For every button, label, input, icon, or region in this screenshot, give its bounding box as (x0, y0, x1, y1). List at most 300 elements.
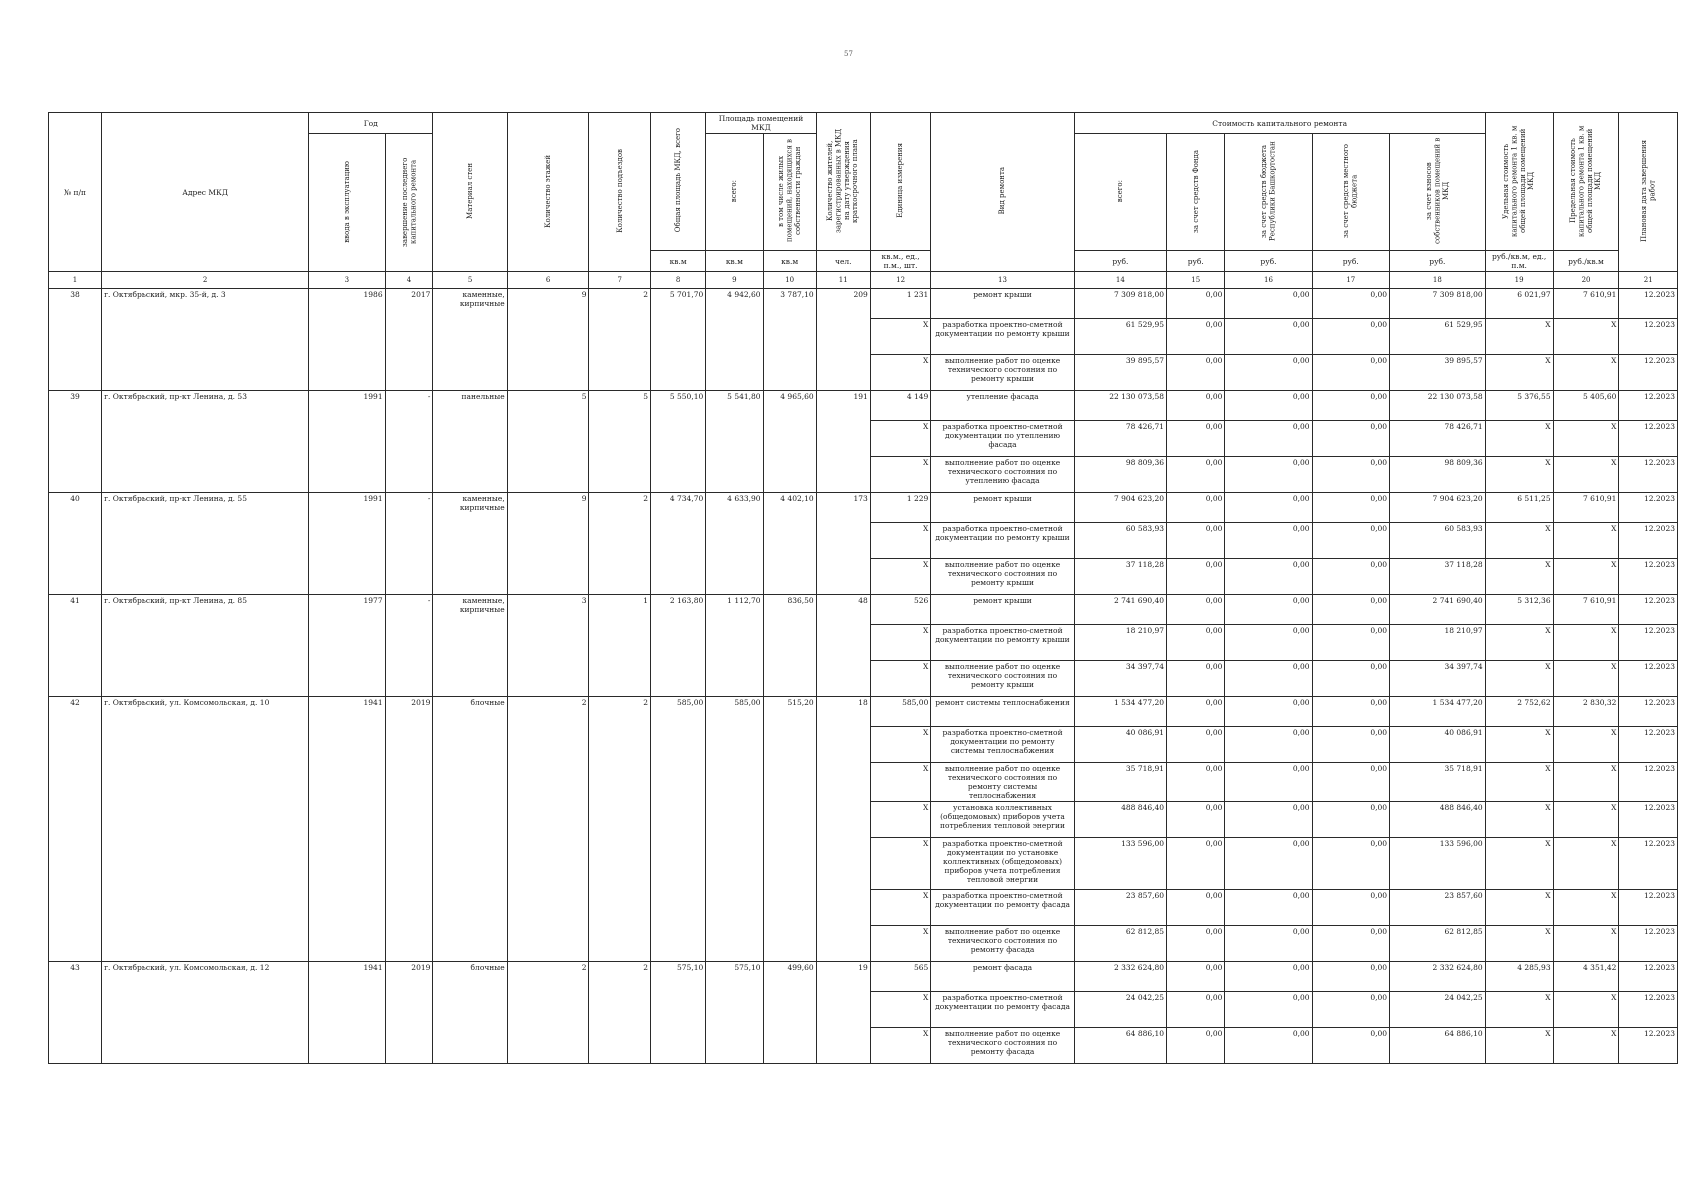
cost-total: 23 857,60 (1074, 890, 1166, 926)
work-type: выполнение работ по оценке технического состояния по ремонту фасада (931, 1028, 1074, 1064)
column-number: 15 (1167, 272, 1225, 289)
measure-value: X (870, 661, 931, 697)
work-type: выполнение работ по оценке технического состояния по ремонту фасада (931, 926, 1074, 962)
cost-fund: 0,00 (1167, 838, 1225, 890)
page-number: 57 (844, 50, 853, 58)
premises-area: 5 541,80 (706, 391, 763, 493)
cost-fund: 0,00 (1167, 493, 1225, 523)
column-number: 4 (385, 272, 433, 289)
unit-cost: X (1485, 992, 1553, 1028)
unit-max-cost: руб./кв.м (1553, 251, 1619, 272)
cost-owners: 62 812,85 (1390, 926, 1486, 962)
column-number: 18 (1390, 272, 1486, 289)
total-area: 5 550,10 (651, 391, 706, 493)
premises-area: 4 942,60 (706, 289, 763, 391)
column-number: 21 (1619, 272, 1678, 289)
work-type: разработка проектно-сметной документации по ремонту фасада (931, 992, 1074, 1028)
measure-value: 1 231 (870, 289, 931, 319)
table-row (49, 697, 1678, 727)
work-type: разработка проектно-сметной документации по ремонту системы теплоснабжения (931, 727, 1074, 763)
year-commission: 1941 (309, 962, 385, 1064)
max-cost: 7 610,91 (1553, 289, 1619, 319)
cost-owners: 18 210,97 (1390, 625, 1486, 661)
measure-value: X (870, 523, 931, 559)
cost-local: 0,00 (1312, 962, 1390, 992)
premises-area: 1 112,70 (706, 595, 763, 697)
deadline-date: 12.2023 (1619, 421, 1678, 457)
deadline-date: 12.2023 (1619, 595, 1678, 625)
cost-total: 488 846,40 (1074, 802, 1166, 838)
cost-fund: 0,00 (1167, 625, 1225, 661)
residential-area: 515,20 (763, 697, 816, 962)
cost-republic: 0,00 (1225, 523, 1312, 559)
max-cost: X (1553, 890, 1619, 926)
column-number: 2 (102, 272, 309, 289)
wall-material: панельные (433, 391, 507, 493)
cost-fund: 0,00 (1167, 457, 1225, 493)
cost-fund: 0,00 (1167, 763, 1225, 802)
unit-cost: 2 752,62 (1485, 697, 1553, 727)
unit-cost: X (1485, 355, 1553, 391)
header-premises-group: Площадь помещений МКД (706, 113, 816, 134)
residents-count: 191 (816, 391, 870, 493)
column-number-row (49, 272, 1678, 289)
floors-count: 2 (507, 697, 589, 962)
cost-fund: 0,00 (1167, 595, 1225, 625)
residential-area: 3 787,10 (763, 289, 816, 391)
cost-total: 40 086,91 (1074, 727, 1166, 763)
cost-total: 133 596,00 (1074, 838, 1166, 890)
max-cost: X (1553, 838, 1619, 890)
cost-owners: 2 741 690,40 (1390, 595, 1486, 625)
column-number: 8 (651, 272, 706, 289)
work-type: утепление фасада (931, 391, 1074, 421)
cost-owners: 61 529,95 (1390, 319, 1486, 355)
column-number: 9 (706, 272, 763, 289)
unit-cost: X (1485, 421, 1553, 457)
max-cost: X (1553, 1028, 1619, 1064)
work-type: выполнение работ по оценке технического состояния по ремонту крыши (931, 355, 1074, 391)
cost-owners: 60 583,93 (1390, 523, 1486, 559)
year-commission: 1941 (309, 697, 385, 962)
cost-owners: 7 904 623,20 (1390, 493, 1486, 523)
header-cost-group: Стоимость капитального ремонта (1074, 113, 1485, 134)
entrances-count: 2 (589, 289, 651, 391)
cost-republic: 0,00 (1225, 697, 1312, 727)
header-premises-residents: в том числе жилых помещений, находящихся в собственности граждан (763, 134, 816, 251)
unit-rub-fund: руб. (1167, 251, 1225, 272)
residential-area: 4 402,10 (763, 493, 816, 595)
max-cost: X (1553, 926, 1619, 962)
work-type: установка коллективных (общедомовых) приборов учета потребления тепловой энергии (931, 802, 1074, 838)
cost-total: 61 529,95 (1074, 319, 1166, 355)
year-last-repair: - (385, 391, 433, 493)
residents-count: 173 (816, 493, 870, 595)
cost-fund: 0,00 (1167, 697, 1225, 727)
unit-area-premises: кв.м (706, 251, 763, 272)
residents-count: 209 (816, 289, 870, 391)
deadline-date: 12.2023 (1619, 802, 1678, 838)
cost-fund: 0,00 (1167, 890, 1225, 926)
work-type: разработка проектно-сметной документации по ремонту крыши (931, 319, 1074, 355)
row-number: 40 (49, 493, 102, 595)
residential-area: 499,60 (763, 962, 816, 1064)
work-type: выполнение работ по оценке технического состояния по ремонту крыши (931, 559, 1074, 595)
work-type: разработка проектно-сметной документации по установке коллективных (общедомовых) приборов учета потребления тепловой энергии (931, 838, 1074, 890)
table-row (49, 493, 1678, 523)
cost-republic: 0,00 (1225, 289, 1312, 319)
deadline-date: 12.2023 (1619, 727, 1678, 763)
measure-value: 585,00 (870, 697, 931, 727)
cost-republic: 0,00 (1225, 802, 1312, 838)
column-number: 6 (507, 272, 589, 289)
work-type: ремонт крыши (931, 289, 1074, 319)
measure-value: X (870, 763, 931, 802)
work-type: ремонт крыши (931, 493, 1074, 523)
cost-republic: 0,00 (1225, 559, 1312, 595)
unit-rub-total: руб. (1074, 251, 1166, 272)
cost-fund: 0,00 (1167, 391, 1225, 421)
max-cost: X (1553, 421, 1619, 457)
header-entrances: Количество подъездов (589, 113, 651, 272)
measure-value: X (870, 992, 931, 1028)
column-number: 14 (1074, 272, 1166, 289)
unit-cost: 5 376,55 (1485, 391, 1553, 421)
building-address: г. Октябрьский, пр-кт Ленина, д. 85 (102, 595, 309, 697)
cost-total: 18 210,97 (1074, 625, 1166, 661)
work-type: разработка проектно-сметной документации по ремонту крыши (931, 523, 1074, 559)
cost-total: 24 042,25 (1074, 992, 1166, 1028)
deadline-date: 12.2023 (1619, 289, 1678, 319)
unit-rub-owners: руб. (1390, 251, 1486, 272)
unit-cost: X (1485, 319, 1553, 355)
cost-owners: 1 534 477,20 (1390, 697, 1486, 727)
max-cost: 4 351,42 (1553, 962, 1619, 992)
repair-plan-table-container (48, 112, 1678, 1064)
cost-republic: 0,00 (1225, 595, 1312, 625)
entrances-count: 1 (589, 595, 651, 697)
cost-local: 0,00 (1312, 355, 1390, 391)
unit-cost: X (1485, 838, 1553, 890)
cost-local: 0,00 (1312, 697, 1390, 727)
year-commission: 1986 (309, 289, 385, 391)
cost-local: 0,00 (1312, 595, 1390, 625)
header-deadline: Плановая дата завершения работ (1619, 113, 1678, 272)
building-address: г. Октябрьский, ул. Комсомольская, д. 10 (102, 697, 309, 962)
cost-total: 98 809,36 (1074, 457, 1166, 493)
header-cost-owners: за счет взносов собственников помещений в МКД (1390, 134, 1486, 251)
unit-area-total: кв.м (651, 251, 706, 272)
row-number: 42 (49, 697, 102, 962)
deadline-date: 12.2023 (1619, 962, 1678, 992)
cost-fund: 0,00 (1167, 1028, 1225, 1064)
deadline-date: 12.2023 (1619, 559, 1678, 595)
column-number: 5 (433, 272, 507, 289)
row-number: 39 (49, 391, 102, 493)
cost-local: 0,00 (1312, 992, 1390, 1028)
max-cost: X (1553, 523, 1619, 559)
header-total-area: Общая площадь МКД, всего (651, 113, 706, 251)
floors-count: 9 (507, 493, 589, 595)
cost-owners: 34 397,74 (1390, 661, 1486, 697)
measure-value: X (870, 319, 931, 355)
cost-owners: 35 718,91 (1390, 763, 1486, 802)
header-num: № п/п (49, 113, 102, 272)
cost-republic: 0,00 (1225, 661, 1312, 697)
max-cost: X (1553, 559, 1619, 595)
table-row (49, 962, 1678, 992)
cost-owners: 98 809,36 (1390, 457, 1486, 493)
measure-value: X (870, 355, 931, 391)
cost-local: 0,00 (1312, 391, 1390, 421)
work-type: ремонт крыши (931, 595, 1074, 625)
table-row (49, 289, 1678, 319)
header-unit-cost: Удельная стоимость капитального ремонта 1 кв. м общей площади помещений МКД (1485, 113, 1553, 251)
unit-cost: X (1485, 926, 1553, 962)
residents-count: 48 (816, 595, 870, 697)
cost-fund: 0,00 (1167, 559, 1225, 595)
cost-total: 7 309 818,00 (1074, 289, 1166, 319)
cost-republic: 0,00 (1225, 355, 1312, 391)
max-cost: X (1553, 802, 1619, 838)
cost-republic: 0,00 (1225, 992, 1312, 1028)
deadline-date: 12.2023 (1619, 992, 1678, 1028)
unit-area-residential: кв.м (763, 251, 816, 272)
header-cost-total: всего: (1074, 134, 1166, 251)
year-last-repair: - (385, 493, 433, 595)
cost-local: 0,00 (1312, 926, 1390, 962)
deadline-date: 12.2023 (1619, 890, 1678, 926)
cost-local: 0,00 (1312, 1028, 1390, 1064)
premises-area: 575,10 (706, 962, 763, 1064)
floors-count: 9 (507, 289, 589, 391)
row-number: 41 (49, 595, 102, 697)
table-body (49, 289, 1678, 1064)
unit-cost: X (1485, 625, 1553, 661)
year-last-repair: 2017 (385, 289, 433, 391)
year-commission: 1977 (309, 595, 385, 697)
total-area: 4 734,70 (651, 493, 706, 595)
floors-count: 3 (507, 595, 589, 697)
deadline-date: 12.2023 (1619, 838, 1678, 890)
cost-republic: 0,00 (1225, 319, 1312, 355)
column-number: 11 (816, 272, 870, 289)
measure-value: 1 229 (870, 493, 931, 523)
cost-owners: 7 309 818,00 (1390, 289, 1486, 319)
cost-republic: 0,00 (1225, 493, 1312, 523)
residential-area: 4 965,60 (763, 391, 816, 493)
table-row (49, 391, 1678, 421)
deadline-date: 12.2023 (1619, 1028, 1678, 1064)
cost-republic: 0,00 (1225, 838, 1312, 890)
max-cost: 7 610,91 (1553, 493, 1619, 523)
wall-material: каменные, кирпичные (433, 493, 507, 595)
unit-cost: X (1485, 661, 1553, 697)
max-cost: X (1553, 992, 1619, 1028)
unit-cost: X (1485, 559, 1553, 595)
work-type: выполнение работ по оценке технического состояния по ремонту крыши (931, 661, 1074, 697)
header-max-cost: Предельная стоимость капитального ремонта 1 кв. м общей площади помещений МКД (1553, 113, 1619, 251)
total-area: 575,10 (651, 962, 706, 1064)
max-cost: X (1553, 727, 1619, 763)
header-year-last-repair: завершение последнего капитального ремонта (385, 134, 433, 272)
cost-total: 22 130 073,58 (1074, 391, 1166, 421)
cost-fund: 0,00 (1167, 926, 1225, 962)
cost-owners: 23 857,60 (1390, 890, 1486, 926)
work-type: разработка проектно-сметной документации по ремонту фасада (931, 890, 1074, 926)
header-cost-local: за счет средств местного бюджета (1312, 134, 1390, 251)
max-cost: X (1553, 457, 1619, 493)
column-number: 12 (870, 272, 931, 289)
measure-value: X (870, 559, 931, 595)
repair-plan-table (48, 112, 1678, 1064)
max-cost: X (1553, 625, 1619, 661)
column-number: 7 (589, 272, 651, 289)
cost-republic: 0,00 (1225, 1028, 1312, 1064)
unit-rub-republic: руб. (1225, 251, 1312, 272)
work-type: ремонт системы теплоснабжения (931, 697, 1074, 727)
cost-total: 78 426,71 (1074, 421, 1166, 457)
year-commission: 1991 (309, 493, 385, 595)
measure-value: X (870, 926, 931, 962)
cost-total: 7 904 623,20 (1074, 493, 1166, 523)
unit-rub-local: руб. (1312, 251, 1390, 272)
cost-owners: 40 086,91 (1390, 727, 1486, 763)
wall-material: блочные (433, 962, 507, 1064)
cost-total: 62 812,85 (1074, 926, 1166, 962)
header-residents: Количество жителей, зарегистрированных в МКД на дату утверждения краткосрочного плана (816, 113, 870, 251)
header-cost-fund: за счет средств Фонда (1167, 134, 1225, 251)
cost-republic: 0,00 (1225, 421, 1312, 457)
cost-total: 2 332 624,80 (1074, 962, 1166, 992)
cost-republic: 0,00 (1225, 625, 1312, 661)
deadline-date: 12.2023 (1619, 625, 1678, 661)
cost-republic: 0,00 (1225, 926, 1312, 962)
cost-owners: 64 886,10 (1390, 1028, 1486, 1064)
cost-owners: 39 895,57 (1390, 355, 1486, 391)
cost-local: 0,00 (1312, 625, 1390, 661)
column-number: 10 (763, 272, 816, 289)
cost-local: 0,00 (1312, 802, 1390, 838)
year-last-repair: 2019 (385, 962, 433, 1064)
cost-local: 0,00 (1312, 661, 1390, 697)
table-row (49, 595, 1678, 625)
cost-owners: 2 332 624,80 (1390, 962, 1486, 992)
measure-value: X (870, 727, 931, 763)
wall-material: каменные, кирпичные (433, 595, 507, 697)
column-number: 16 (1225, 272, 1312, 289)
column-number: 20 (1553, 272, 1619, 289)
unit-cost: X (1485, 763, 1553, 802)
cost-fund: 0,00 (1167, 319, 1225, 355)
deadline-date: 12.2023 (1619, 355, 1678, 391)
year-commission: 1991 (309, 391, 385, 493)
wall-material: блочные (433, 697, 507, 962)
residential-area: 836,50 (763, 595, 816, 697)
deadline-date: 12.2023 (1619, 457, 1678, 493)
cost-fund: 0,00 (1167, 802, 1225, 838)
unit-cost: X (1485, 1028, 1553, 1064)
header-address: Адрес МКД (102, 113, 309, 272)
entrances-count: 2 (589, 493, 651, 595)
work-type: разработка проектно-сметной документации по ремонту крыши (931, 625, 1074, 661)
cost-republic: 0,00 (1225, 962, 1312, 992)
work-type: выполнение работ по оценке технического состояния по утеплению фасада (931, 457, 1074, 493)
entrances-count: 5 (589, 391, 651, 493)
header-unit-measure: Единица измерения (870, 113, 931, 251)
cost-local: 0,00 (1312, 727, 1390, 763)
deadline-date: 12.2023 (1619, 926, 1678, 962)
deadline-date: 12.2023 (1619, 493, 1678, 523)
cost-owners: 78 426,71 (1390, 421, 1486, 457)
wall-material: каменные, кирпичные (433, 289, 507, 391)
work-type: выполнение работ по оценке технического состояния по ремонту системы теплоснабжения (931, 763, 1074, 802)
unit-cost: X (1485, 523, 1553, 559)
cost-fund: 0,00 (1167, 992, 1225, 1028)
entrances-count: 2 (589, 697, 651, 962)
column-number: 13 (931, 272, 1074, 289)
cost-local: 0,00 (1312, 421, 1390, 457)
cost-fund: 0,00 (1167, 962, 1225, 992)
unit-cost: 4 285,93 (1485, 962, 1553, 992)
cost-republic: 0,00 (1225, 727, 1312, 763)
cost-total: 2 741 690,40 (1074, 595, 1166, 625)
unit-people: чел. (816, 251, 870, 272)
cost-local: 0,00 (1312, 457, 1390, 493)
year-last-repair: 2019 (385, 697, 433, 962)
cost-fund: 0,00 (1167, 355, 1225, 391)
measure-value: 526 (870, 595, 931, 625)
measure-value: X (870, 1028, 931, 1064)
deadline-date: 12.2023 (1619, 523, 1678, 559)
header-year-commission: ввода в эксплуатацию (309, 134, 385, 272)
measure-value: X (870, 890, 931, 926)
cost-republic: 0,00 (1225, 457, 1312, 493)
max-cost: 5 405,60 (1553, 391, 1619, 421)
cost-republic: 0,00 (1225, 763, 1312, 802)
measure-value: 565 (870, 962, 931, 992)
building-address: г. Октябрьский, мкр. 35-й, д. 3 (102, 289, 309, 391)
total-area: 2 163,80 (651, 595, 706, 697)
cost-local: 0,00 (1312, 319, 1390, 355)
cost-total: 37 118,28 (1074, 559, 1166, 595)
deadline-date: 12.2023 (1619, 319, 1678, 355)
floors-count: 2 (507, 962, 589, 1064)
max-cost: X (1553, 661, 1619, 697)
cost-fund: 0,00 (1167, 421, 1225, 457)
unit-unit-cost: руб./кв.м, ед., п.м. (1485, 251, 1553, 272)
building-address: г. Октябрьский, пр-кт Ленина, д. 55 (102, 493, 309, 595)
cost-fund: 0,00 (1167, 727, 1225, 763)
premises-area: 585,00 (706, 697, 763, 962)
measure-value: X (870, 802, 931, 838)
premises-area: 4 633,90 (706, 493, 763, 595)
cost-total: 1 534 477,20 (1074, 697, 1166, 727)
column-number: 17 (1312, 272, 1390, 289)
total-area: 585,00 (651, 697, 706, 962)
row-number: 43 (49, 962, 102, 1064)
max-cost: X (1553, 355, 1619, 391)
header-year-group: Год (309, 113, 433, 134)
cost-total: 35 718,91 (1074, 763, 1166, 802)
cost-fund: 0,00 (1167, 661, 1225, 697)
unit-cost: X (1485, 727, 1553, 763)
cost-local: 0,00 (1312, 763, 1390, 802)
cost-owners: 22 130 073,58 (1390, 391, 1486, 421)
unit-measure: кв.м., ед., п.м., шт. (870, 251, 931, 272)
residents-count: 19 (816, 962, 870, 1064)
unit-cost: 6 021,97 (1485, 289, 1553, 319)
